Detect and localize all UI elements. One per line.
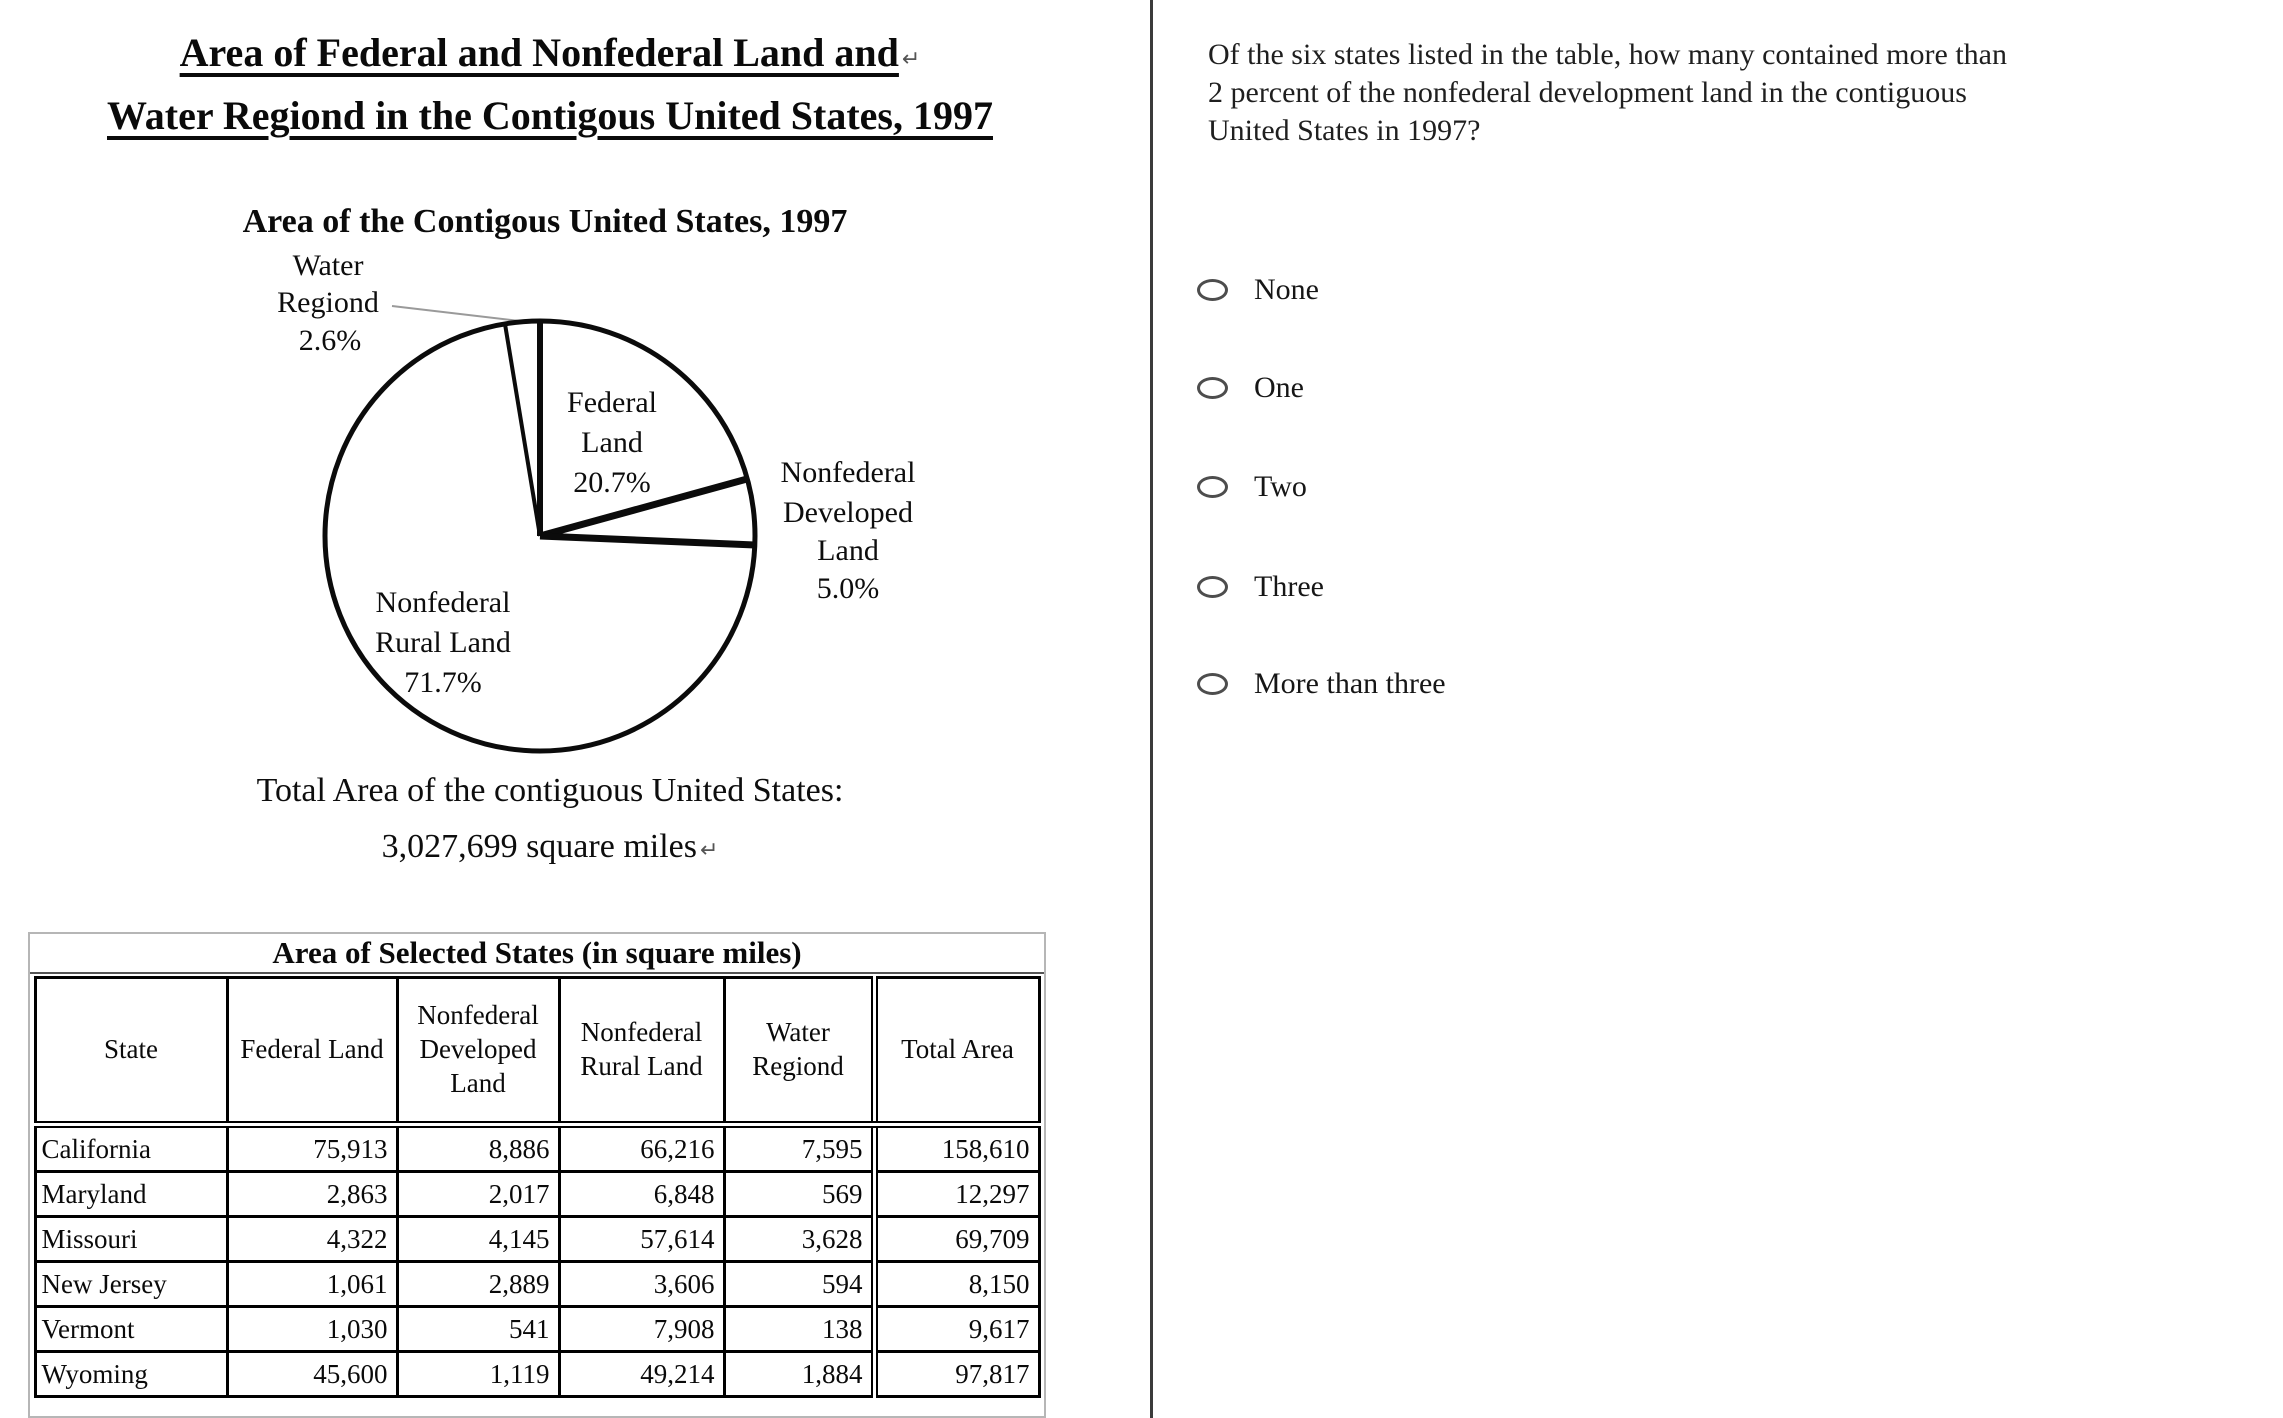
cell-state: Wyoming xyxy=(35,1352,227,1397)
cell-federal: 75,913 xyxy=(227,1125,397,1172)
cell-state: Vermont xyxy=(35,1307,227,1352)
pie-chart-title: Area of the Contigous United States, 1997 xyxy=(242,203,848,240)
cell-water: 569 xyxy=(724,1172,874,1217)
table-header-row xyxy=(35,978,1039,1125)
option-none[interactable] xyxy=(1197,270,1319,310)
cell-total: 69,709 xyxy=(874,1217,1039,1262)
table-row-wyoming xyxy=(35,1352,1039,1397)
cell-nonfederal-rural: 3,606 xyxy=(559,1262,724,1307)
cell-nonfederal-rural: 6,848 xyxy=(559,1172,724,1217)
header-nonfederal-developed: Nonfederal Developed Land xyxy=(397,978,559,1125)
option-label: Two xyxy=(1254,470,1307,503)
option-label: More than three xyxy=(1254,667,1446,700)
total-area-note xyxy=(0,772,1100,866)
question-panel xyxy=(1153,0,2283,1418)
option-label: One xyxy=(1254,371,1304,404)
radio-button-three[interactable] xyxy=(1197,576,1228,598)
paragraph-return-mark: ↵ xyxy=(699,837,719,862)
cell-nonfederal-rural: 49,214 xyxy=(559,1352,724,1397)
radio-button-one[interactable] xyxy=(1197,377,1228,399)
question-line1: Of the six states listed in the table, how many contained more than xyxy=(1208,38,2007,71)
water-region-label-line2: Regiond xyxy=(277,286,379,319)
cell-total: 97,817 xyxy=(874,1352,1039,1397)
option-three[interactable] xyxy=(1197,567,1324,607)
document-title xyxy=(0,24,1100,144)
header-water-regiond: Water Regiond xyxy=(724,978,874,1125)
header-total-area: Total Area xyxy=(874,978,1039,1125)
states-table-box xyxy=(28,932,1046,1418)
question-line2: 2 percent of the nonfederal development land in the contiguous xyxy=(1208,76,1967,109)
cell-water: 138 xyxy=(724,1307,874,1352)
cell-water: 1,884 xyxy=(724,1352,874,1397)
cell-state: California xyxy=(35,1125,227,1172)
table-row-california xyxy=(35,1125,1039,1172)
cell-nonfederal-rural: 7,908 xyxy=(559,1307,724,1352)
cell-water: 3,628 xyxy=(724,1217,874,1262)
states-table xyxy=(34,976,1041,1398)
cell-total: 158,610 xyxy=(874,1125,1039,1172)
water-region-label-line1: Water xyxy=(292,249,364,282)
total-area-line1: Total Area of the contiguous United States: xyxy=(256,772,844,809)
document-title-line1: Area of Federal and Nonfederal Land and ↵ xyxy=(179,30,921,75)
cell-nonfederal-developed: 8,886 xyxy=(397,1125,559,1172)
option-label: Three xyxy=(1254,570,1324,603)
cell-water: 7,595 xyxy=(724,1125,874,1172)
option-label: None xyxy=(1254,273,1319,306)
nonfederal-rural-label-line2: Rural Land xyxy=(375,626,511,659)
nonfederal-developed-label-line2: Developed xyxy=(783,496,913,529)
cell-state: Maryland xyxy=(35,1172,227,1217)
water-region-label-value: 2.6% xyxy=(298,324,362,357)
pie-chart xyxy=(0,190,1150,775)
radio-button-two[interactable] xyxy=(1197,476,1228,498)
cell-total: 8,150 xyxy=(874,1262,1039,1307)
option-more-than-three[interactable] xyxy=(1197,664,1446,704)
cell-total: 12,297 xyxy=(874,1172,1039,1217)
cell-federal: 2,863 xyxy=(227,1172,397,1217)
cell-nonfederal-developed: 2,017 xyxy=(397,1172,559,1217)
cell-nonfederal-rural: 66,216 xyxy=(559,1125,724,1172)
nonfederal-rural-label-value: 71.7% xyxy=(404,666,482,699)
cell-nonfederal-developed: 541 xyxy=(397,1307,559,1352)
cell-nonfederal-rural: 57,614 xyxy=(559,1217,724,1262)
nonfederal-developed-label-line3: Land xyxy=(817,534,879,567)
table-row-vermont xyxy=(35,1307,1039,1352)
cell-nonfederal-developed: 2,889 xyxy=(397,1262,559,1307)
question-line3: United States in 1997? xyxy=(1208,114,1481,147)
nonfederal-developed-label-line1: Nonfederal xyxy=(780,456,916,489)
water-region-leader-line xyxy=(392,306,528,322)
federal-land-label-line2: Land xyxy=(581,426,643,459)
cell-federal: 1,030 xyxy=(227,1307,397,1352)
header-state: State xyxy=(35,978,227,1125)
cell-federal: 45,600 xyxy=(227,1352,397,1397)
states-table-title: Area of Selected States (in square miles) xyxy=(30,934,1044,974)
header-nonfederal-rural: Nonfederal Rural Land xyxy=(559,978,724,1125)
cell-nonfederal-developed: 1,119 xyxy=(397,1352,559,1397)
cell-state: New Jersey xyxy=(35,1262,227,1307)
cell-water: 594 xyxy=(724,1262,874,1307)
federal-land-label-line1: Federal xyxy=(567,386,657,419)
total-area-line2: 3,027,699 square miles ↵ xyxy=(381,828,719,865)
cell-federal: 4,322 xyxy=(227,1217,397,1262)
question-text xyxy=(1208,36,2268,150)
table-row-maryland xyxy=(35,1172,1039,1217)
cell-state: Missouri xyxy=(35,1217,227,1262)
radio-button-more-than-three[interactable] xyxy=(1197,673,1228,695)
cell-nonfederal-developed: 4,145 xyxy=(397,1217,559,1262)
federal-land-label-value: 20.7% xyxy=(573,466,651,499)
nonfederal-rural-label-line1: Nonfederal xyxy=(375,586,511,619)
document-title-line2: Water Regiond in the Contigous United States, 1997 xyxy=(107,93,993,138)
cell-total: 9,617 xyxy=(874,1307,1039,1352)
cell-federal: 1,061 xyxy=(227,1262,397,1307)
table-row-missouri xyxy=(35,1217,1039,1262)
nonfederal-developed-label-value: 5.0% xyxy=(816,572,880,605)
option-two[interactable] xyxy=(1197,467,1307,507)
option-one[interactable] xyxy=(1197,368,1304,408)
radio-button-none[interactable] xyxy=(1197,279,1228,301)
table-row-new-jersey xyxy=(35,1262,1039,1307)
header-federal-land: Federal Land xyxy=(227,978,397,1125)
paragraph-return-mark: ↵ xyxy=(901,46,921,71)
